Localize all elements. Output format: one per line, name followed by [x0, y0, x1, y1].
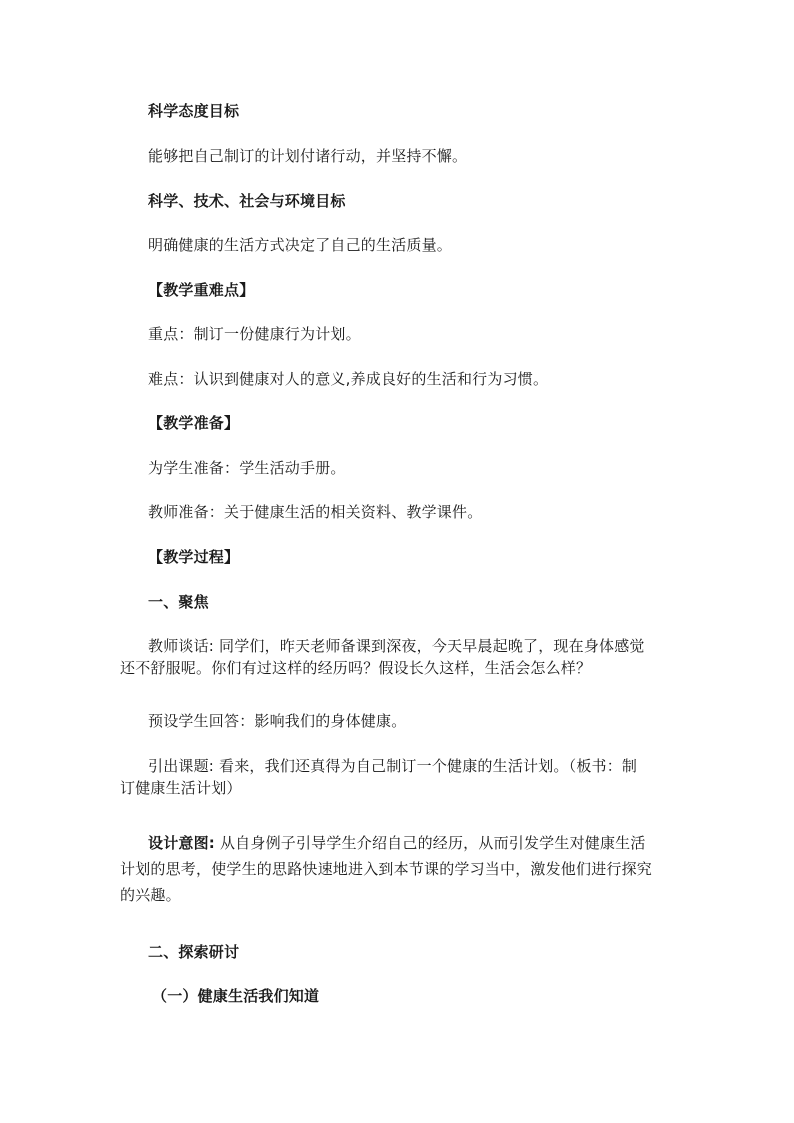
attitude-goal-text: 能够把自己制订的计划付诸行动，并坚持不懈。: [148, 147, 468, 165]
prep-teacher-text: 教师准备：关于健康生活的相关资料、教学课件。: [148, 503, 483, 521]
prep-students-text: 为学生准备：学生活动手册。: [148, 459, 346, 477]
design-intent-label: 设计意图:: [148, 834, 215, 852]
design-line-2: 计划的思考，使学生的思路快速地进入到本节课的学习当中，激发他们进行探究: [120, 860, 653, 878]
section-explore-heading: 二、探索研讨: [148, 943, 240, 961]
difficult-point-text: 难点：认识到健康对人的意义,养成良好的生活和行为习惯。: [148, 370, 549, 388]
topic-paragraph: [120, 755, 678, 799]
section-focus-heading: 一、聚焦: [148, 593, 209, 611]
heading-process: 【教学过程】: [148, 548, 240, 566]
design-line-1-text: 从自身例子引导学生介绍自己的经历，从而引发学生对健康生活: [215, 834, 646, 852]
teacher-talk-paragraph: [120, 635, 678, 679]
teacher-talk-line-2: 还不舒服呢。你们有过这样的经历吗？假设长久这样，生活会怎么样？: [120, 659, 592, 677]
design-intent-paragraph: [120, 830, 678, 908]
heading-preparation: 【教学准备】: [148, 414, 240, 432]
key-point-text: 重点：制订一份健康行为计划。: [148, 325, 361, 343]
teacher-talk-line-1: 教师谈话: 同学们，昨天老师备课到深夜，今天早晨起晚了，现在身体感觉: [148, 637, 645, 655]
subsection-1-heading: （一）健康生活我们知道: [152, 987, 320, 1005]
topic-line-2: 订健康生活计划）: [120, 779, 242, 797]
topic-line-1: 引出课题: 看来，我们还真得为自己制订一个健康的生活计划。（板书：制: [148, 757, 638, 775]
stse-goal-text: 明确健康的生活方式决定了自己的生活质量。: [148, 236, 453, 254]
heading-key-points: 【教学重难点】: [148, 281, 255, 299]
design-line-1: [148, 830, 678, 856]
heading-stse-goal: 科学、技术、社会与环境目标: [148, 192, 346, 210]
student-answer-text: 预设学生回答：影响我们的身体健康。: [148, 712, 407, 730]
heading-attitude-goal: 科学态度目标: [148, 102, 240, 120]
design-line-3: 的兴趣。: [120, 886, 181, 904]
